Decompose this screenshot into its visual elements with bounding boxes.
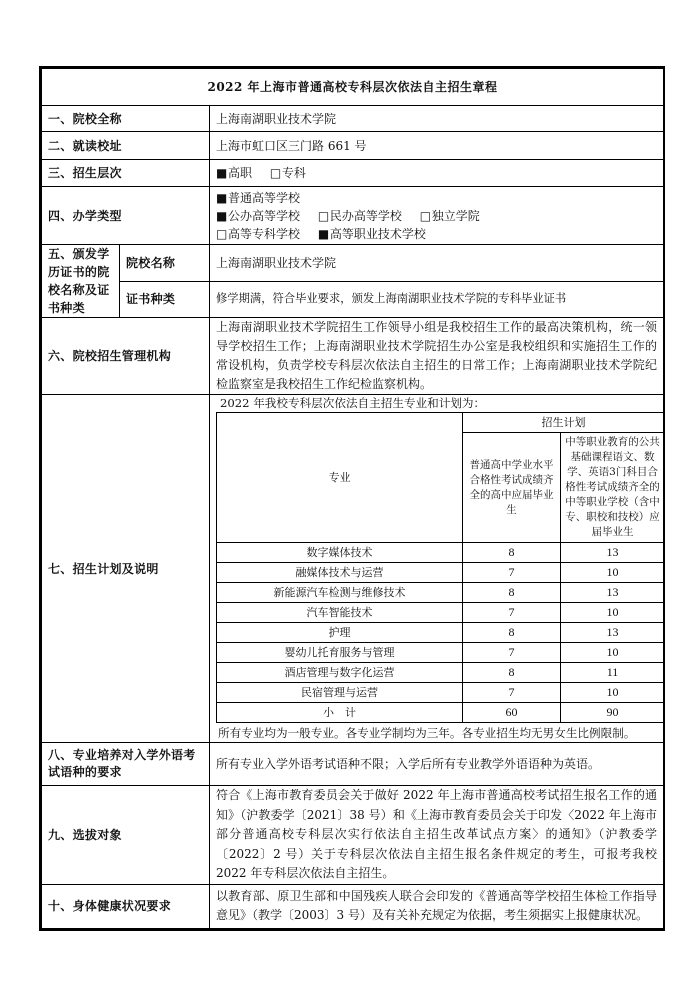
plan-total-row [217, 703, 665, 723]
type-option-private: □民办高等学校 [317, 208, 402, 223]
language-text: 所有专业入学外语考试语种不限；入学后所有专业教学外语语种为英语。 [210, 743, 664, 786]
row-language [42, 743, 664, 786]
plan-count-high-school: 7 [463, 603, 561, 623]
plan-count-high-school: 7 [463, 683, 561, 703]
unchecked-box-icon: □ [419, 208, 432, 223]
row-certificate-type [42, 281, 664, 318]
selection-text: 符合《上海市教育委员会关于做好 2022 年上海市普通高校考试招生报名工作的通知》（沪教委学〔2021〕38 号）和《上海市教育委员会关于印发〈2022 年上海市部分普通高校专科层次实行依法自主招生改革试点方案〉的通知》（沪教委学〔2022〕2 号）关于专科层次依法自主招生报名条件规定的考生，可报考我校 2022 年专科层次依法自主招生。 [210, 786, 664, 885]
row-level [42, 160, 664, 187]
level-option-higher-vocational: ■高职 [216, 166, 253, 180]
checked-box-icon: ■ [216, 190, 228, 205]
management-label: 六、院校招生管理机构 [42, 318, 210, 395]
plan-header-vocational: 中等职业教育的公共基础课程语文、数学、英语3门科目合格性考试成绩齐全的中等职业学校（含中专、职校和技校）应届毕业生 [561, 433, 665, 543]
certificate-type-label: 证书种类 [120, 281, 210, 318]
plan-count-high-school: 7 [463, 563, 561, 583]
plan-major-cell: 数字媒体技术 [217, 543, 463, 563]
unchecked-box-icon: □ [317, 208, 330, 223]
level-option-junior-college: □专科 [269, 166, 306, 180]
school-name-label: 一、院校全称 [42, 106, 210, 132]
plan-row [217, 603, 665, 623]
health-label: 十、身体健康状况要求 [42, 884, 210, 928]
plan-row [217, 663, 665, 683]
plan-header-major: 专业 [217, 413, 463, 543]
plan-count-vocational: 10 [561, 683, 665, 703]
plan-major-cell: 民宿管理与运营 [217, 683, 463, 703]
plan-header-high-school: 普通高中学业水平合格性考试成绩齐全的高中应届毕业生 [463, 433, 561, 543]
document-title: 2022 年上海市普通高校专科层次依法自主招生章程 [42, 69, 664, 106]
plan-row [217, 683, 665, 703]
plan-major-cell: 融媒体技术与运营 [217, 563, 463, 583]
checked-box-icon: ■ [317, 226, 330, 241]
row-enrollment-plan [42, 395, 664, 743]
enrollment-plan-table [216, 412, 665, 723]
plan-cell [210, 395, 664, 743]
row-address [42, 132, 664, 160]
plan-count-high-school: 7 [463, 643, 561, 663]
plan-major-cell: 酒店管理与数字化运营 [217, 663, 463, 683]
type-option-independent: □独立学院 [419, 208, 480, 223]
plan-major-cell: 护理 [217, 623, 463, 643]
plan-total-label: 小 计 [217, 703, 463, 723]
plan-major-cell: 新能源汽车检测与维修技术 [217, 583, 463, 603]
row-certificate-name [42, 245, 664, 282]
plan-count-vocational: 13 [561, 583, 665, 603]
type-option-public: ■公办高等学校 [216, 208, 301, 223]
certificate-type-value: 修学期满，符合毕业要求，颁发上海南湖职业技术学院的专科毕业证书 [210, 281, 664, 318]
address-value: 上海市虹口区三门路 661 号 [210, 132, 664, 160]
row-management [42, 318, 664, 395]
plan-count-high-school: 8 [463, 543, 561, 563]
plan-row [217, 583, 665, 603]
type-option-regular-hei: ■普通高等学校 [216, 190, 301, 205]
certificate-label: 五、颁发学历证书的院校名称及证书种类 [42, 245, 120, 318]
row-selection [42, 786, 664, 885]
certificate-school-name-label: 院校名称 [120, 245, 210, 282]
plan-header-plan: 招生计划 [463, 413, 665, 433]
plan-count-high-school: 8 [463, 583, 561, 603]
checked-box-icon: ■ [216, 208, 228, 223]
row-school-name [42, 106, 664, 132]
plan-count-high-school: 8 [463, 623, 561, 643]
management-text: 上海南湖职业技术学院招生工作领导小组是我校招生工作的最高决策机构，统一领导学校招生工作；上海南湖职业技术学院招生办公室是我校组织和实施招生工作的常设机构，负责学校专科层次依法自主招生的日常工作；上海南湖职业技术学院纪检监察室是我校招生工作纪检监察机构。 [210, 318, 664, 395]
language-label: 八、专业培养对入学外语考试语种的要求 [42, 743, 210, 786]
plan-row [217, 623, 665, 643]
plan-intro: 2022 年我校专科层次依法自主招生专业和计划为： [220, 396, 486, 410]
plan-count-vocational: 10 [561, 603, 665, 623]
plan-total-a: 60 [463, 703, 561, 723]
charter-table [41, 68, 664, 929]
health-text: 以教育部、原卫生部和中国残疾人联合会印发的《普通高等学校招生体检工作指导意见》（教学〔2003〕3 号）及有关补充规定为依据，考生须据实上报健康状况。 [210, 884, 664, 928]
plan-row [217, 563, 665, 583]
plan-total-b: 90 [561, 703, 665, 723]
row-health [42, 884, 664, 928]
level-label: 三、招生层次 [42, 160, 210, 187]
unchecked-box-icon: □ [269, 166, 282, 180]
plan-note: 所有专业均为一般专业。各专业学制均为三年。各专业招生均无男女生比例限制。 [218, 726, 636, 740]
type-option-junior-college: □高等专科学校 [216, 226, 301, 241]
plan-count-vocational: 13 [561, 623, 665, 643]
plan-major-cell: 汽车智能技术 [217, 603, 463, 623]
address-label: 二、就读校址 [42, 132, 210, 160]
type-option-vocational: ■高等职业技术学校 [317, 226, 426, 241]
school-type-label: 四、办学类型 [42, 187, 210, 245]
admission-charter-document [39, 66, 665, 931]
school-name-value: 上海南湖职业技术学院 [210, 106, 664, 132]
plan-count-vocational: 11 [561, 663, 665, 683]
plan-row [217, 543, 665, 563]
level-options [210, 160, 664, 187]
checked-box-icon: ■ [216, 166, 228, 180]
plan-count-vocational: 10 [561, 563, 665, 583]
selection-label: 九、选拔对象 [42, 786, 210, 885]
plan-rows [217, 543, 665, 703]
unchecked-box-icon: □ [216, 226, 228, 241]
plan-row [217, 643, 665, 663]
plan-count-vocational: 13 [561, 543, 665, 563]
plan-major-cell: 婴幼儿托育服务与管理 [217, 643, 463, 663]
row-school-type [42, 187, 664, 245]
school-type-options [210, 187, 664, 245]
plan-label: 七、招生计划及说明 [42, 395, 210, 743]
plan-count-vocational: 10 [561, 643, 665, 663]
plan-count-high-school: 8 [463, 663, 561, 683]
certificate-school-name-value: 上海南湖职业技术学院 [210, 245, 664, 282]
